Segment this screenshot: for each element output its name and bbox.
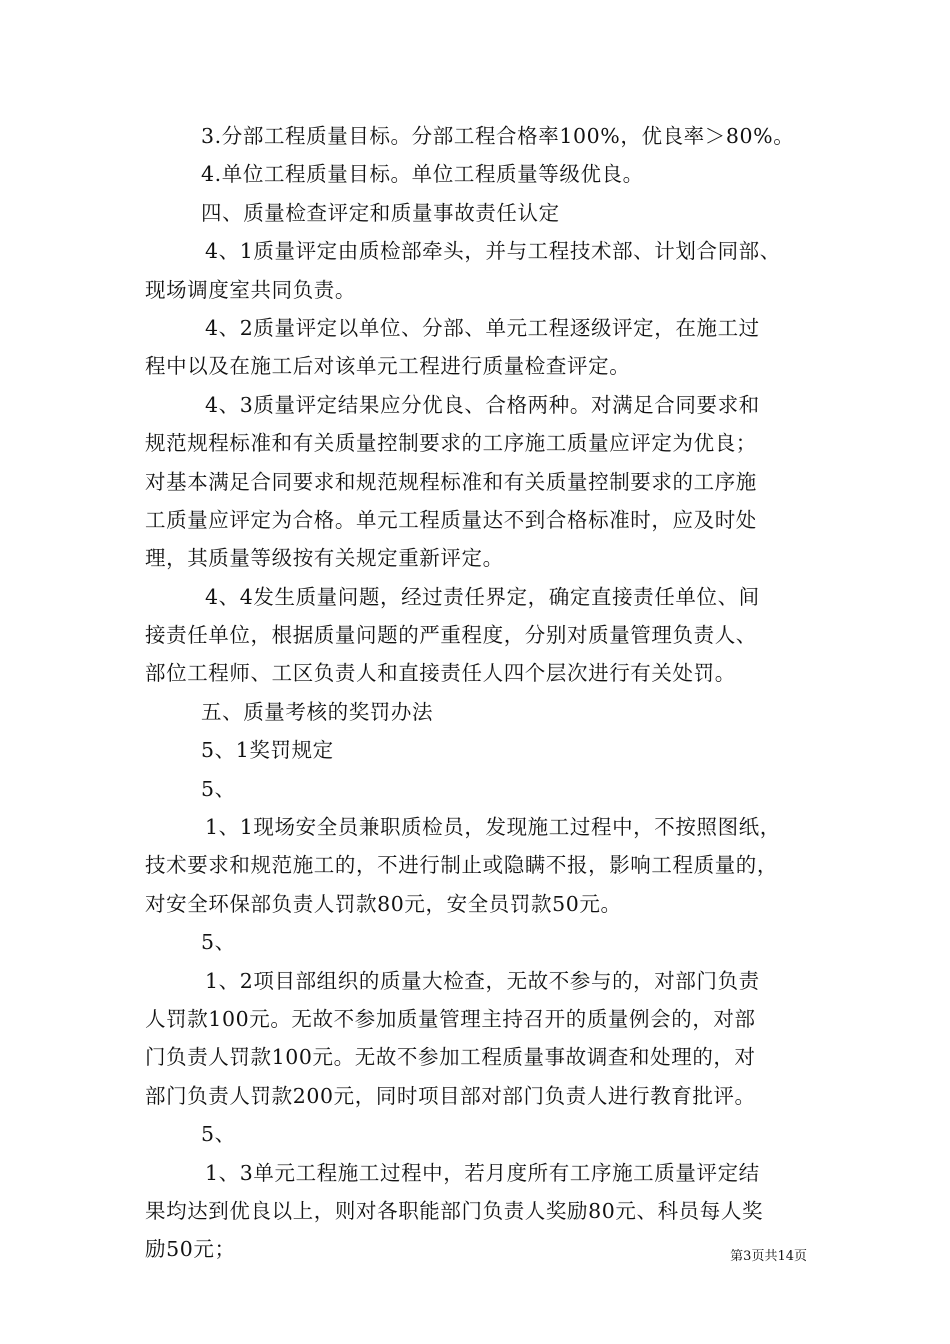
paragraph-line: 5、 [201,776,236,801]
paragraph-line: 程中以及在施工后对该单元工程进行质量检查评定。 [145,354,631,379]
paragraph-line: 4、1质量评定由质检部牵头，并与工程技术部、计划合同部、 [205,239,781,264]
paragraph-line: 1、1现场安全员兼职质检员，发现施工过程中，不按照图纸， [205,815,781,840]
paragraph-line: 工质量应评定为合格。单元工程质量达不到合格标准时，应及时处 [145,507,757,532]
paragraph-line: 果均达到优良以上，则对各职能部门负责人奖励80元、科员每人奖 [145,1198,764,1223]
paragraph-line: 4、4发生质量问题，经过责任界定，确定直接责任单位、间 [205,584,760,609]
paragraph-line: 5、 [201,930,236,955]
paragraph-line: 5、 [201,1122,236,1147]
paragraph-line: 接责任单位，根据质量问题的严重程度，分别对质量管理负责人、 [145,623,757,648]
paragraph-line: 4、3质量评定结果应分优良、合格两种。对满足合同要求和 [205,392,760,417]
paragraph-line: 3.分部工程质量目标。分部工程合格率100%，优良率＞80%。 [201,124,795,148]
paragraph-line: 4.单位工程质量目标。单位工程质量等级优良。 [201,162,644,187]
paragraph-line: 部位工程师、工区负责人和直接责任人四个层次进行有关处罚。 [145,661,736,686]
subsection-heading: 5、1奖罚规定 [201,738,334,763]
paragraph-line: 门负责人罚款100元。无故不参加工程质量事故调查和处理的，对 [145,1045,756,1070]
section-heading: 五、质量考核的奖罚办法 [201,699,434,724]
paragraph-line: 励50元； [145,1237,236,1262]
paragraph-line: 4、2质量评定以单位、分部、单元工程逐级评定，在施工过 [205,315,760,340]
paragraph-line: 对安全环保部负责人罚款80元，安全员罚款50元。 [145,891,622,916]
paragraph-line: 人罚款100元。无故不参加质量管理主持召开的质量例会的，对部 [145,1006,756,1031]
document-body [145,117,815,1269]
paragraph-line: 1、2项目部组织的质量大检查，无故不参与的，对部门负责 [205,968,760,993]
page-number: 第3页共14页 [730,1249,807,1264]
paragraph-line: 1、3单元工程施工过程中，若月度所有工序施工质量评定结 [205,1160,760,1185]
paragraph-line: 技术要求和规范施工的，不进行制止或隐瞒不报，影响工程质量的， [145,853,778,878]
paragraph-line: 对基本满足合同要求和规范规程标准和有关质量控制要求的工序施 [145,469,757,494]
paragraph-line: 部门负责人罚款200元，同时项目部对部门负责人进行教育批评。 [145,1083,756,1108]
section-heading: 四、质量检查评定和质量事故责任认定 [201,200,560,225]
paragraph-line: 理，其质量等级按有关规定重新评定。 [145,546,504,571]
paragraph-line: 规范规程标准和有关质量控制要求的工序施工质量应评定为优良； [145,431,757,456]
paragraph-line: 现场调度室共同负责。 [145,277,356,302]
